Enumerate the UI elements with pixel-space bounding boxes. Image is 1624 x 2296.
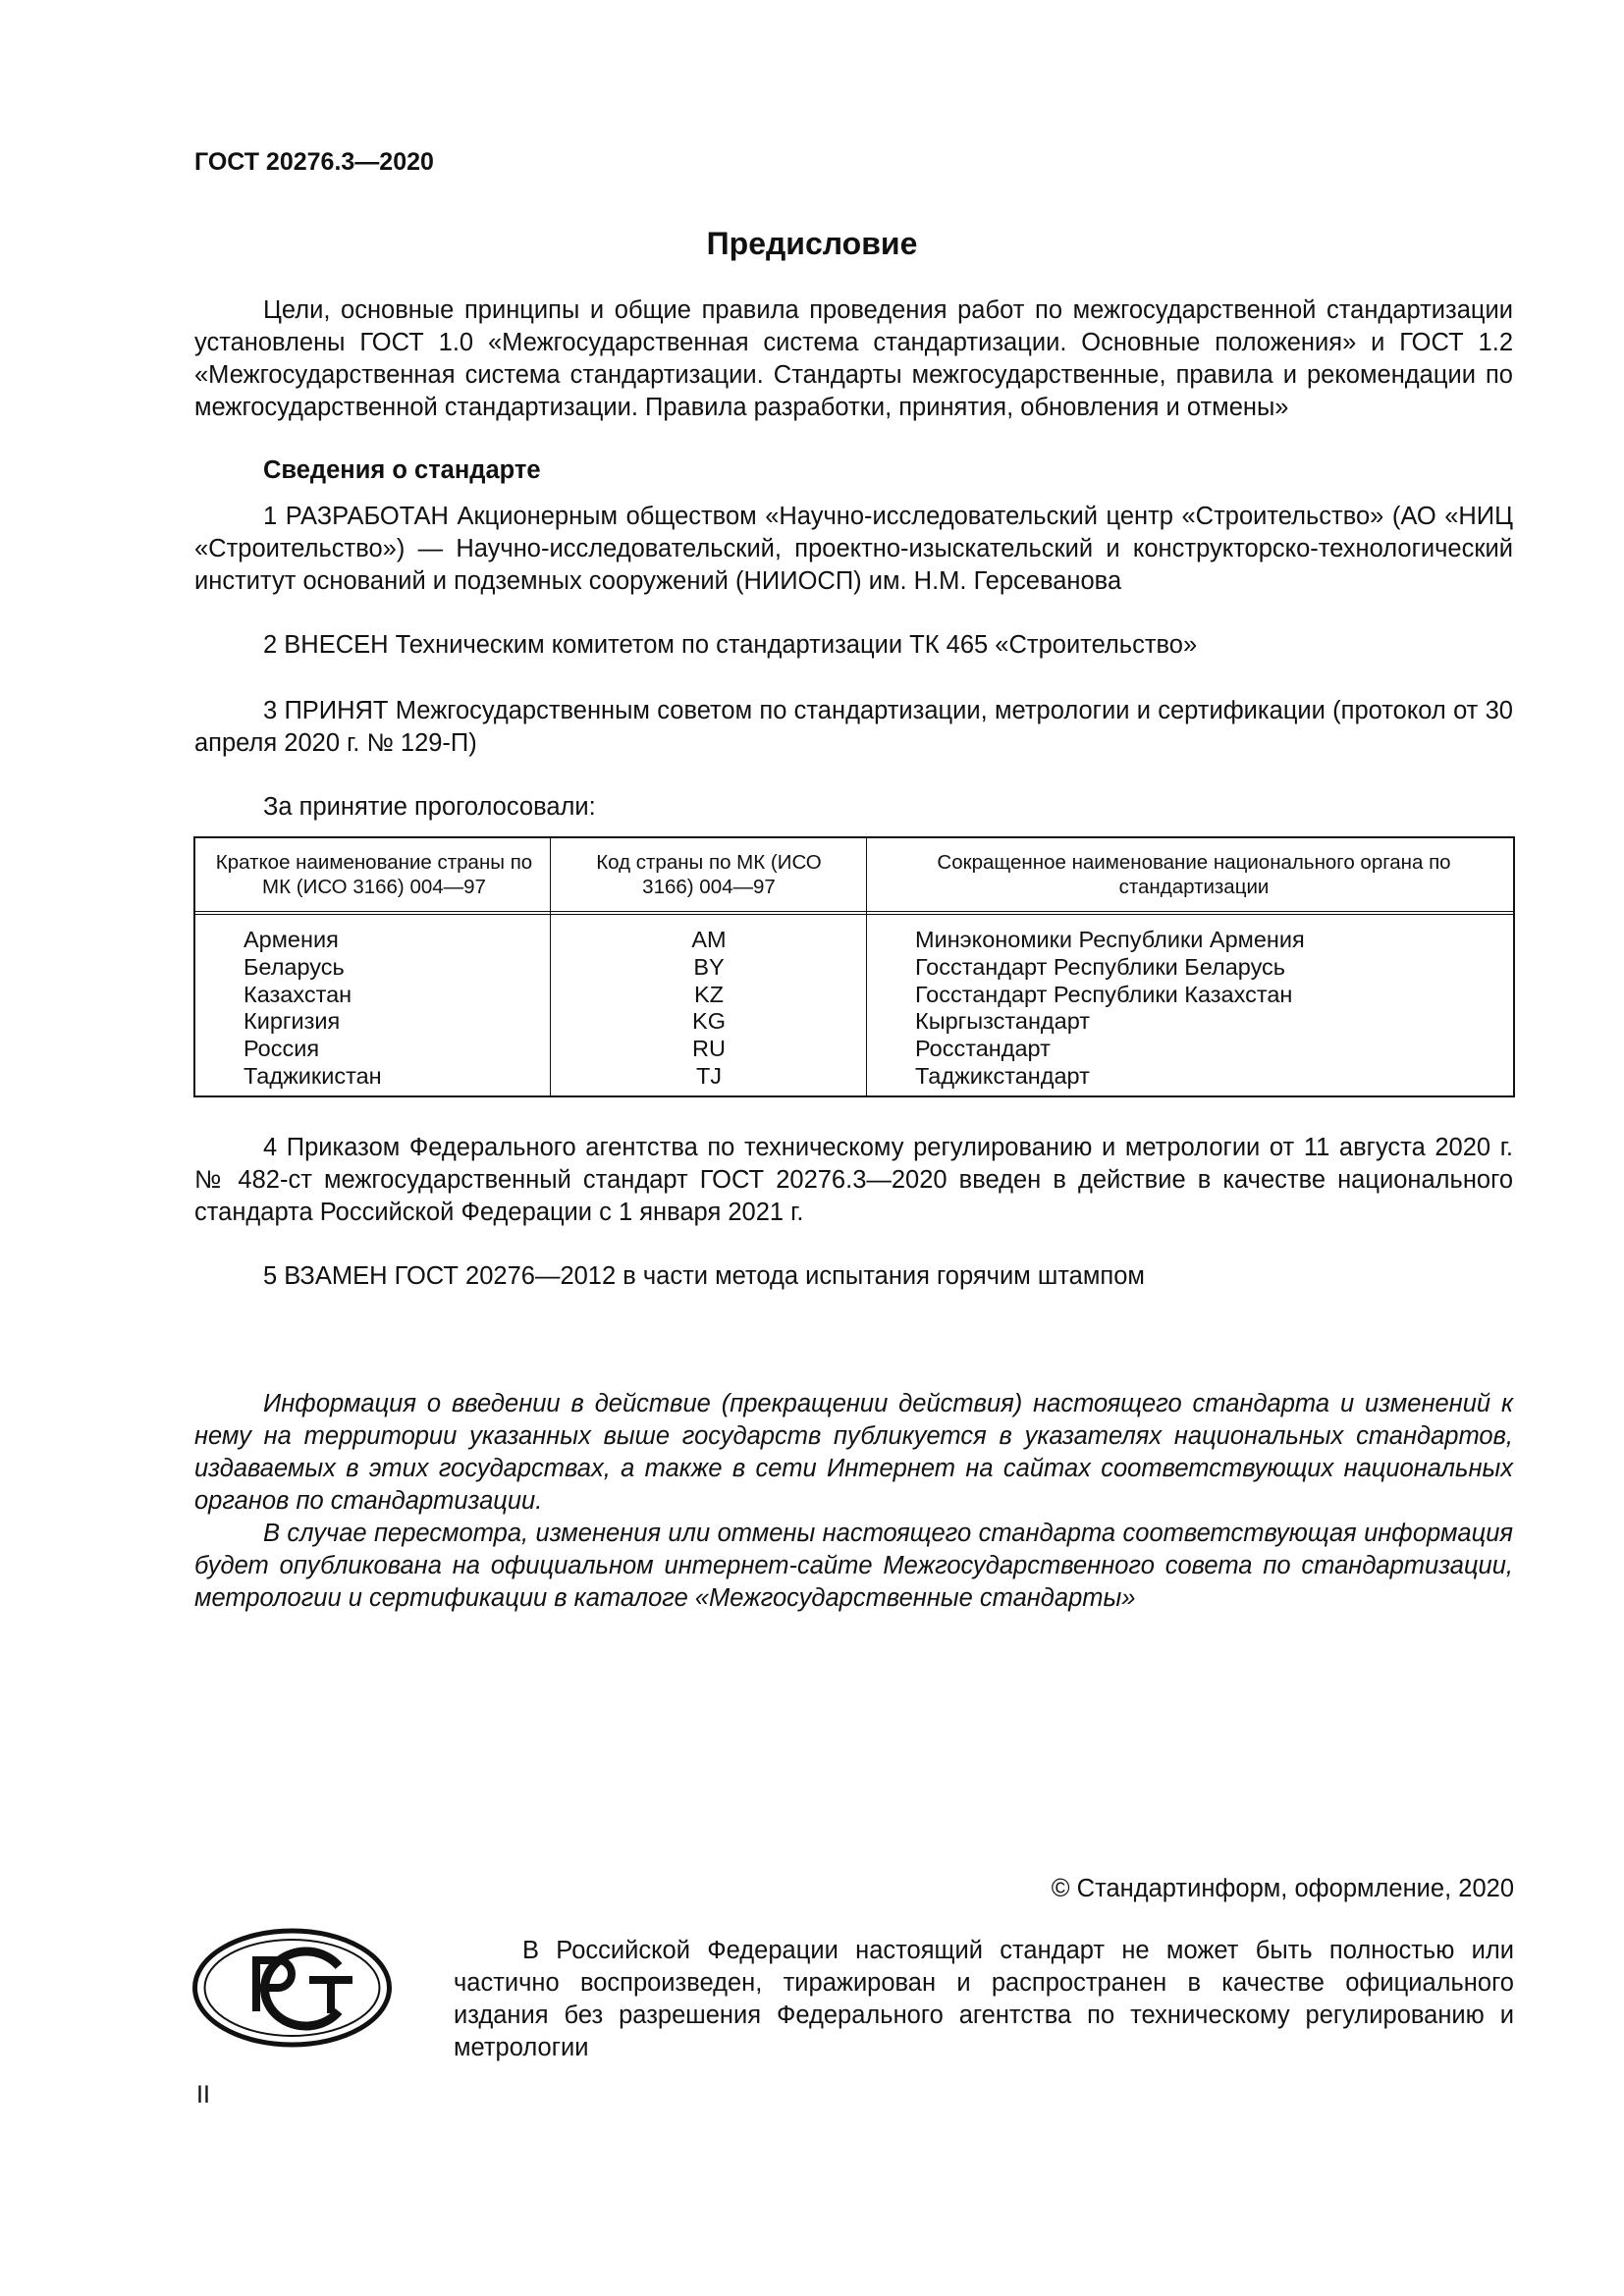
table-cell-body: Таджикстандарт <box>915 1062 1090 1089</box>
table-column-body <box>915 927 1305 1091</box>
table-cell-country: Беларусь <box>244 953 345 980</box>
item-5 <box>194 1260 1513 1293</box>
legal-notice <box>454 1935 1514 2064</box>
item-3-text: 3 ПРИНЯТ Межгосударственным советом по стандартизации, метрологии и сертификации (протокол от 30 апреля 2020 г. № 129-П) <box>194 697 1513 757</box>
table-cell-body: Госстандарт Республики Казахстан <box>915 981 1293 1007</box>
table-cell-country: Таджикистан <box>244 1062 382 1089</box>
info-heading: Сведения о стандарте <box>263 456 541 484</box>
table-header-code: Код страны по МК (ИСО 3166) 004—97 <box>596 851 822 898</box>
table-cell-code: TJ <box>695 1062 723 1089</box>
table-cell-body: Росстандарт <box>915 1036 1051 1062</box>
item-2-text: 2 ВНЕСЕН Техническим комитетом по стандартизации ТК 465 «Строительство» <box>263 631 1198 659</box>
table-cell-country: Киргизия <box>244 1008 341 1035</box>
page-title: Предисловие <box>706 226 918 261</box>
table-column-country <box>244 927 382 1091</box>
notice-1-text: Информация о введении в действие (прекращении действия) настоящего стандарта и изменений к нему на территории указанных выше государств публикуется в указателях национальных стандартов, издаваемых в этих государствах, а также в сети Интернет на сайтах соответствующих национальных органов по стандартизации. <box>194 1390 1513 1515</box>
vote-label <box>194 791 1513 824</box>
table-cell-body: Кыргызстандарт <box>915 1008 1091 1035</box>
document-code: ГОСТ 20276.3—2020 <box>194 148 434 176</box>
table-cell-country: Казахстан <box>244 981 352 1007</box>
item-1 <box>194 501 1513 598</box>
table-cell-country: Армения <box>244 927 339 952</box>
table-header-divider <box>195 911 1513 915</box>
item-4-text: 4 Приказом Федерального агентства по техническому регулированию и метрологии от 11 августа 2020 г. № 482-ст межгосударственный стандарт ГОСТ 20276.3—2020 введен в действие в качестве национального стандарта Российской Федерации с 1 января 2021 г. <box>194 1134 1513 1226</box>
vote-label-text: За принятие проголосовали: <box>263 793 596 821</box>
pct-certification-mark-icon <box>191 1927 393 2049</box>
notice-paragraph-1 <box>194 1388 1513 1518</box>
table-column-code <box>551 927 867 1091</box>
legal-notice-text: В Российской Федерации настоящий стандарт не может быть полностью или частично воспроизведен, тиражирован и распространен в качестве официального издания без разрешения Федерального агентства по техническому регулированию и метрологии <box>454 1937 1514 2061</box>
item-5-text: 5 ВЗАМЕН ГОСТ 20276—2012 в части метода испытания горячим штампом <box>263 1262 1145 1290</box>
table-cell-body: Минэкономики Республики Армения <box>915 927 1305 952</box>
copyright-notice: © Стандартинформ, оформление, 2020 <box>1051 1875 1514 1902</box>
table-cell-code: BY <box>693 953 725 980</box>
intro-paragraph <box>194 294 1513 424</box>
intro-text: Цели, основные принципы и общие правила проведения работ по межгосударственной стандартизации установлены ГОСТ 1.0 «Межгосударственная система стандартизации. Основные положения» и ГОСТ 1.2 «Межгосударственная система стандартизации. Стандарты межгосударственные, правила и рекомендации по межгосударственной стандартизации. Правила разработки, принятия, обновления и отмены» <box>194 296 1513 421</box>
notice-2-text: В случае пересмотра, изменения или отмены настоящего стандарта соответствующая информация будет опубликована на официальном интернет-сайте Межгосударственного совета по стандартизации, метрологии и сертификации в каталоге «Межгосударственные стандарты» <box>194 1520 1513 1612</box>
table-cell-code: KG <box>692 1008 726 1035</box>
table-cell-country: Россия <box>244 1036 320 1062</box>
table-cell-body: Госстандарт Республики Беларусь <box>915 953 1286 980</box>
item-4 <box>194 1132 1513 1229</box>
table-cell-code: AM <box>691 927 727 952</box>
item-1-text: 1 РАЗРАБОТАН Акционерным обществом «Научно-исследовательский центр «Строительство» (АО «НИЦ «Строительство») — Научно-исследовательский, проектно-изыскательский и конструкторско-технологический институт оснований и подземных сооружений (НИИОСП) им. Н.М. Герсеванова <box>194 503 1513 595</box>
item-2 <box>194 629 1513 662</box>
table-header-body: Сокращенное наименование национального органа по стандартизации <box>937 851 1451 898</box>
table-cell-code: KZ <box>693 981 725 1007</box>
table-header-country: Краткое наименование страны по МК (ИСО 3166) 004—97 <box>215 851 533 898</box>
item-3 <box>194 695 1513 760</box>
table-cell-code: RU <box>692 1036 726 1062</box>
voting-table <box>193 836 1515 1097</box>
page-number: II <box>196 2081 210 2109</box>
notice-paragraph-2 <box>194 1518 1513 1615</box>
